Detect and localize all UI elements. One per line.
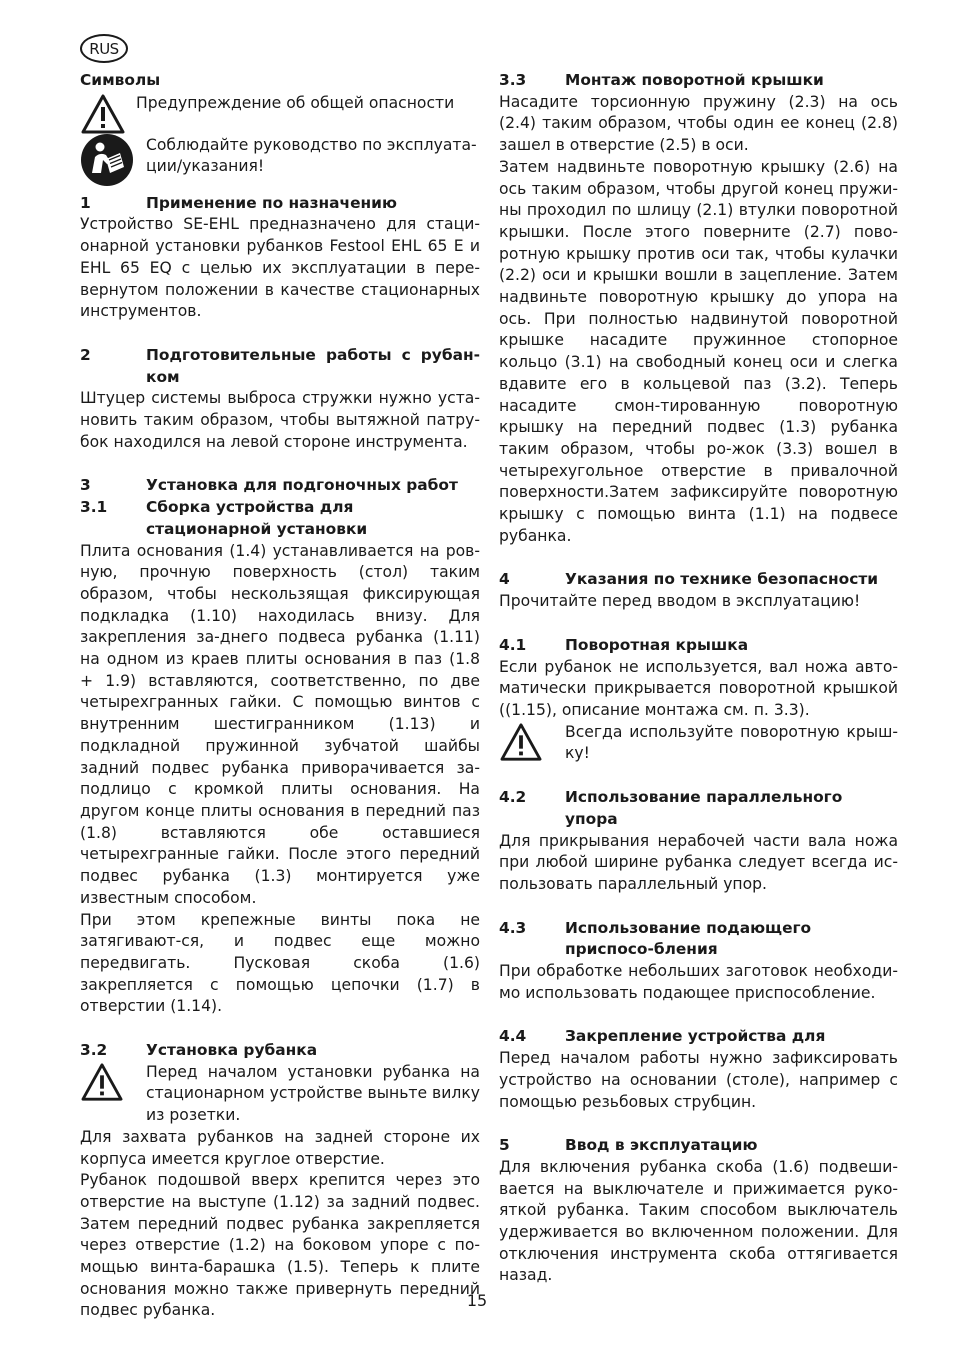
section-3-2-body-1: Для захвата рубанков на задней стороне их корпуса имеется круглое отверстие. xyxy=(80,1127,480,1168)
section-4-1-warning xyxy=(499,722,898,765)
left-column xyxy=(80,70,480,1322)
warning-icon xyxy=(80,1062,124,1102)
section-3-1-body-1: Плита основания (1.4) устанавливается на ров-ную, прочную поверхность (стол) таким образом, чтобы нескользящая фиксирующая подкладка (1.10) находилась внизу. Для закрепления за-днего подвеса рубанка (1.11) на одном из краев плиты основания в паз (1.8 + 1.9) вставляются, соответственно, по две четырехгранных гайки. С помощью винтов с внутренним шестигранником (1.13) и подкладной пружинной зубчатой шайбы задний подвес рубанка приворачивается за-подлицо с кромкой плиты основания. На другом конце плиты основания в передний паз (1.8) вставляются обе оставшиеся четырехгранные гайки. После этого передний подвес рубанка (1.3) монтируется уже известным способом. xyxy=(80,541,480,907)
section-3-2-warning-text: Перед началом установки рубанка на стационарном устройстве выньте вилку из розетки. xyxy=(146,1062,480,1125)
section-3-2-heading: 3.2 Установка рубанка xyxy=(80,1041,318,1060)
section-4-1-heading: 4.1 Поворотная крышка xyxy=(499,635,749,654)
symbol-warning-row xyxy=(80,93,480,135)
section-4-1-warning-text: Всегда используйте поворотную крыш-ку! xyxy=(565,722,898,763)
section-4-3-heading: 4.3 Использование подающего приспосо-бления xyxy=(499,918,812,959)
symbol-manual-text-1: Соблюдайте руководство по эксплуата- xyxy=(146,135,477,154)
section-1-heading: 1 Применение по назначению xyxy=(80,193,397,212)
section-5-body: Для включения рубанка скоба (1.6) подвеши-вается на выключателе и прижимается руко-яткой рубанка. Таким способом выключатель удерживается во включенном положении. Для отключения инструмента скоба оттягивается назад. xyxy=(499,1157,898,1285)
warning-icon xyxy=(80,93,126,135)
section-4-3-body: При обработке небольших заготовок необходи-мо использовать подающее приспособление. xyxy=(499,962,898,1002)
symbol-manual-row xyxy=(80,133,480,187)
section-3-1-body-2: При этом крепежные винты пока не затягивают-ся, и подвес еще можно передвигать. Пусковая скоба (1.6) закрепляется с помощью цепочки (1.7) в отверстии (1.14). xyxy=(80,910,480,1016)
section-3-2-body-2: Рубанок подошвой вверх крепится через это отверстие на выступе (1.12) за задний подвес. Затем передний подвес рубанка закрепляется через отверстие (1.2) на боковом упоре с по-мощью винта-барашка (1.5). Теперь к плите основания можно также привернуть передний подвес рубанка. xyxy=(80,1171,480,1320)
warning-icon xyxy=(499,722,543,762)
section-4-1-body: Если рубанок не используется, вал ножа авто-матически прикрывается поворотной крышкой ((1.15), описание монтажа см. п. 3.3). xyxy=(499,657,898,719)
section-4-4-heading: 4.4 Закрепление устройства для xyxy=(499,1027,826,1046)
section-4-body: Прочитайте перед вводом в эксплуатацию! xyxy=(499,592,861,611)
section-3-3-heading: 3.3 Монтаж поворотной крышки xyxy=(499,71,824,89)
symbol-manual-text-2: ции/указания! xyxy=(146,157,265,176)
section-3-3-body-1: Насадите торсионную пружину (2.3) на ось (2.4) таким образом, чтобы один ее конец (2.8) зашел в отверстие (2.5) в оси. xyxy=(499,92,898,155)
section-4-heading: 4 Указания по технике безопасности xyxy=(499,570,879,589)
symbol-warning-text: Предупреждение об общей опасности xyxy=(136,93,455,112)
section-2-body: Штуцер системы выброса стружки нужно уста-новить таким образом, чтобы вытяжной патру-бок находился на левой стороне инструмента. xyxy=(80,389,480,451)
section-4-2-body: Для прикрывания нерабочей части вала ножа при любой ширине рубанка следует всегда ис-пользовать параллельный упор. xyxy=(499,831,898,893)
section-1-body: Устройство SE-EHL предназначено для стаци-онарной установки рубанков Festool EHL 65 E и EHL 65 EQ с целью их эксплуатации в пере-вернутом положении в качестве стационарных инструментов. xyxy=(80,215,480,321)
section-4-4-body: Перед началом работы нужно зафиксировать устройство на основании (столе), например с помощью резьбовых струбцин. xyxy=(499,1049,898,1111)
section-5-heading: 5 Ввод в эксплуатацию xyxy=(499,1136,758,1155)
language-badge: RUS xyxy=(80,34,128,63)
section-3-1-heading: 3.1 Сборка устройства для стационарной установки xyxy=(80,498,368,538)
section-3-2-warning xyxy=(80,1062,480,1127)
symbols-heading: Символы xyxy=(80,71,161,89)
section-3-3-body-2: Затем надвиньте поворотную крышку (2.6) на ось таким образом, чтобы другой конец пружи-ны проходил по шлицу (2.1) втулки поворотной крышки. После этого поверните (2.7) пово-ротную крышку против оси так, чтобы кулачки (2.2) оси и крышки вошли в зацепление. Затем надвиньте поворотную крышку до упора на ось. При полностью надвинутой поворотной крышке насадите пружинное стопорное кольцо (3.1) на свободный конец оси и слегка вдавите его в кольцевой паз (3.2). Теперь насадите смон-тированную поворотную крышку на передний подвес (1.3) рубанка таким образом, чтобы ро-жок (3.3) вошел в четырехугольное отверстие в привалочной поверхности.Затем зафиксируйте поворотную крышку с помощью винта (1.1) на подвесе рубанка. xyxy=(499,157,898,545)
section-2-heading: 2 Подготовительные работы с рубан-ком xyxy=(80,345,480,386)
section-3-heading: 3 Установка для подгоночных работ xyxy=(80,476,458,495)
right-column xyxy=(499,70,898,1287)
page-number: 15 xyxy=(466,1291,488,1310)
section-4-2-heading: 4.2 Использование параллельного упора xyxy=(499,788,843,828)
read-manual-icon xyxy=(80,133,134,187)
